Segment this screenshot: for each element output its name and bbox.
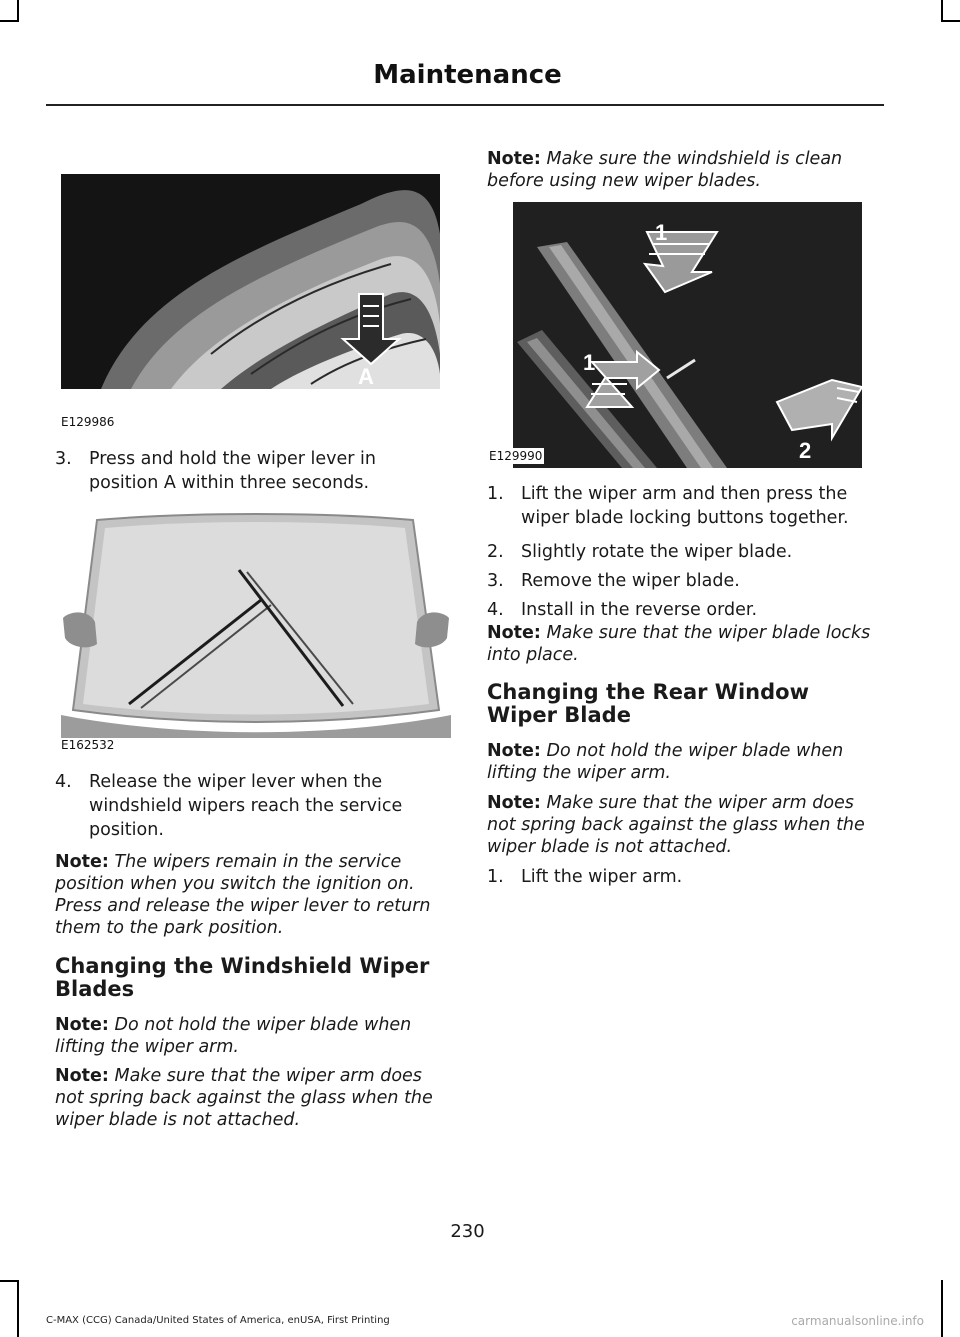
figure-id: E162532 xyxy=(61,738,115,752)
step-text: Remove the wiper blade. xyxy=(521,571,740,591)
crop-mark-top-right-h xyxy=(941,20,960,22)
windshield-illustration xyxy=(61,510,451,738)
crop-mark-bottom-left-h xyxy=(0,1280,19,1282)
callout-1-top: 1 xyxy=(655,220,668,245)
note-text: The wipers remain in the service position when you switch the ignition on. Press and release the wiper lever to return them to the park position. xyxy=(55,852,431,938)
note-label: Note: xyxy=(55,852,109,872)
note-label: Note: xyxy=(487,741,541,761)
watermark: carmanualsonline.info xyxy=(791,1314,924,1328)
crop-mark-top-left-v xyxy=(17,0,19,22)
step-number: 3. xyxy=(487,571,504,591)
callout-2: 2 xyxy=(799,438,812,463)
step-number: 1. xyxy=(487,867,504,887)
step-text: Release the wiper lever when the windshield wipers reach the service position. xyxy=(89,772,403,840)
step-4 xyxy=(55,770,447,842)
note-service-position xyxy=(55,851,447,939)
step-number: 1. xyxy=(487,484,504,504)
step-text: Press and hold the wiper lever in position A within three seconds. xyxy=(89,449,376,493)
step-number: 4. xyxy=(55,772,72,792)
crop-mark-bottom-left-v xyxy=(17,1280,19,1337)
note-text: Do not hold the wiper blade when lifting the wiper arm. xyxy=(487,741,844,783)
note-label: Note: xyxy=(55,1066,109,1086)
document-info: C-MAX (CCG) Canada/United States of America, enUSA, First Printing xyxy=(46,1315,390,1326)
wiper-lever-illustration xyxy=(61,174,440,389)
step-number: 4. xyxy=(487,600,504,620)
section-heading: Changing the Windshield Wiper Blades xyxy=(55,954,430,1001)
step-2 xyxy=(487,540,883,564)
note-text: Make sure that the wiper arm does not spring back against the glass when the wiper blade is not attached. xyxy=(487,793,865,857)
step-text: Lift the wiper arm. xyxy=(521,867,683,887)
note-spring-back xyxy=(487,792,883,858)
step-4 xyxy=(487,598,883,622)
page-title: Maintenance xyxy=(373,60,562,90)
crop-mark-top-left-h xyxy=(0,20,19,22)
header-rule xyxy=(46,104,884,106)
note-blade-locks xyxy=(487,622,883,666)
figure-id: E129986 xyxy=(61,415,115,429)
note-hold-blade xyxy=(487,740,883,784)
note-label: Note: xyxy=(55,1015,109,1035)
callout-1-left: 1 xyxy=(583,350,596,375)
note-hold-blade xyxy=(55,1014,447,1058)
crop-mark-bottom-right-v xyxy=(941,1280,943,1337)
page-number: 230 xyxy=(450,1221,485,1242)
step-text: Install in the reverse order. xyxy=(521,600,758,620)
note-label: Note: xyxy=(487,623,541,643)
step-text: Slightly rotate the wiper blade. xyxy=(521,542,793,562)
crop-mark-top-right-v xyxy=(941,0,943,22)
callout-a: A xyxy=(358,364,374,389)
figure-windshield xyxy=(61,510,451,738)
figure-id: E129990 xyxy=(489,449,543,463)
note-text: Make sure that the wiper arm does not spring back against the glass when the wiper blade is not attached. xyxy=(55,1066,433,1130)
section-heading: Changing the Rear Window Wiper Blade xyxy=(487,680,809,727)
step-number: 3. xyxy=(55,449,72,469)
removal-steps xyxy=(487,482,883,622)
note-label: Note: xyxy=(487,149,541,169)
step-number: 2. xyxy=(487,542,504,562)
step-3 xyxy=(487,569,883,593)
note-clean-windshield xyxy=(487,148,881,192)
note-text: Make sure the windshield is clean before using new wiper blades. xyxy=(487,149,843,191)
step-3 xyxy=(55,447,447,495)
figure-wiper-lever xyxy=(61,174,440,389)
step-lift-arm xyxy=(487,865,883,889)
step-text: Lift the wiper arm and then press the wiper blade locking buttons together. xyxy=(521,484,849,528)
note-label: Note: xyxy=(487,793,541,813)
figure-wiper-blade xyxy=(487,202,862,468)
wiper-blade-illustration xyxy=(487,202,862,468)
step-1 xyxy=(487,482,883,530)
note-text: Make sure that the wiper blade locks into place. xyxy=(487,623,871,665)
note-text: Do not hold the wiper blade when lifting the wiper arm. xyxy=(55,1015,412,1057)
note-spring-back xyxy=(55,1065,447,1131)
